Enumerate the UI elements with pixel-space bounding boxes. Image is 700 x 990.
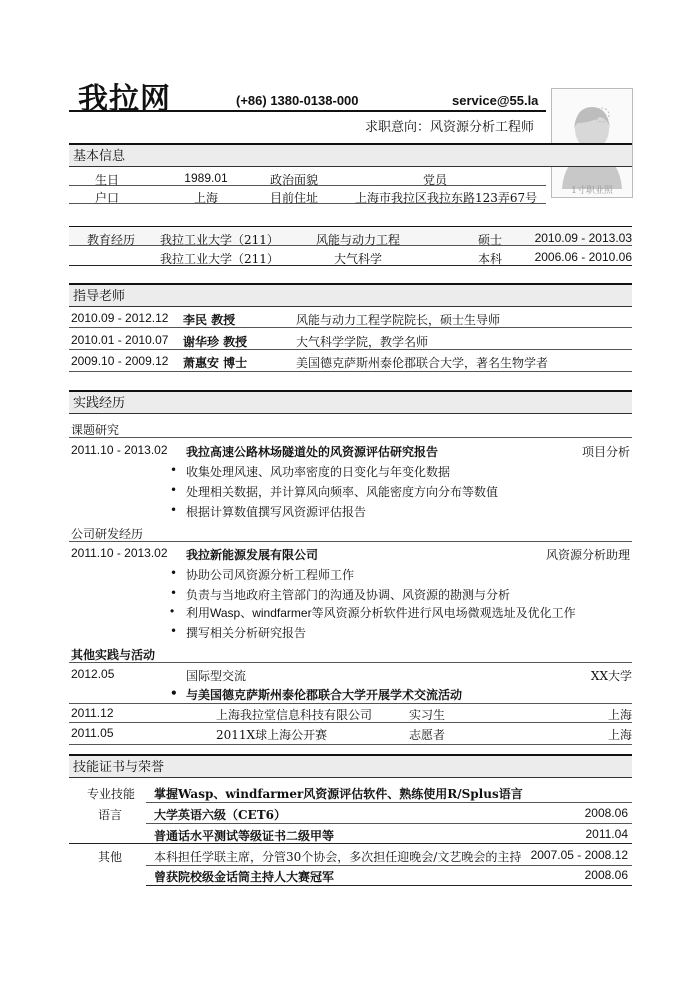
section-title: 指导老师	[73, 289, 126, 304]
school-name: 我拉工业大学（211）	[160, 233, 279, 247]
degree: 本科	[478, 252, 503, 266]
divider	[146, 865, 632, 866]
divider	[69, 722, 632, 723]
bullet-item: • 负责与当地政府主管部门的沟通及协调、风资源的勘测与分析	[186, 586, 510, 603]
cert-date: 2011.04	[585, 827, 628, 841]
activity-name: 上海我拉堂信息科技有限公司	[216, 708, 373, 722]
education-date: 2010.09 - 2013.03	[534, 231, 632, 245]
activity-place: 上海	[607, 728, 632, 742]
birth-value: 1989.01	[184, 171, 228, 185]
divider	[69, 437, 632, 438]
advisor-name: 李民 教授	[183, 313, 236, 327]
bullet-item: • 收集处理风速、风功率密度的日变化与年变化数据	[186, 463, 450, 480]
pro-skills-label: 专业技能	[87, 787, 136, 801]
divider	[146, 885, 632, 886]
school-name: 我拉工业大学（211）	[160, 252, 279, 266]
political-label: 政治面貌	[270, 173, 319, 187]
job-objective: 求职意向：风资源分析工程师	[364, 120, 534, 135]
advisor-name: 谢华珍 教授	[183, 335, 248, 349]
company-date: 2011.10 - 2013.02	[71, 546, 168, 560]
divider	[69, 371, 632, 372]
section-basic-info	[69, 143, 632, 167]
advisor-date: 2009.10 - 2009.12	[71, 354, 169, 368]
section-practice	[69, 390, 632, 414]
education-date: 2006.06 - 2010.06	[534, 250, 632, 264]
activity-place: XX大学	[590, 669, 632, 683]
advisor-desc: 美国德克萨斯州泰伦郡联合大学，著名生物学者	[296, 356, 549, 370]
honor-date: 2007.05 - 2008.12	[530, 848, 628, 862]
divider	[146, 823, 632, 824]
activity-role: 志愿者	[409, 728, 446, 742]
email-address: service@55.la	[452, 93, 539, 108]
activity-role: 实习生	[409, 708, 446, 722]
bullet-item: • 协助公司风资源分析工程师工作	[186, 566, 354, 583]
language-label: 语言	[98, 808, 123, 822]
honor-date: 2008.06	[584, 868, 628, 882]
section-skills	[69, 754, 632, 778]
language-cert: 普通话水平测试等级证书二级甲等	[154, 829, 335, 843]
other-activities-label: 其他实践与活动	[71, 648, 156, 662]
research-role: 项目分析	[582, 445, 631, 459]
divider	[69, 662, 632, 663]
bullet-item: • 与美国德克萨斯州泰伦郡联合大学开展学术交流活动	[186, 686, 462, 703]
company-label: 公司研发经历	[71, 527, 144, 541]
section-title: 技能证书与荣誉	[73, 760, 165, 775]
advisor-desc: 风能与动力工程学院院长，硕士生导师	[296, 313, 501, 327]
divider	[69, 843, 632, 844]
birth-label: 生日	[94, 173, 119, 187]
divider	[69, 744, 632, 745]
cert-date: 2008.06	[584, 806, 628, 820]
company-name: 我拉新能源发展有限公司	[186, 548, 319, 562]
address-label: 目前住址	[270, 191, 319, 205]
photo-caption: 1寸职业照	[571, 186, 613, 196]
section-title: 实践经历	[73, 396, 126, 411]
political-value: 党员	[422, 173, 447, 187]
advisor-date: 2010.01 - 2010.07	[71, 333, 169, 347]
phone-number: (+86) 1380-0138-000	[236, 93, 359, 108]
research-label: 课题研究	[71, 423, 120, 437]
activity-date: 2011.05	[71, 726, 114, 740]
advisor-name: 萧惠安 博士	[183, 356, 248, 370]
activity-name: 国际型交流	[186, 669, 247, 683]
section-title: 基本信息	[73, 149, 126, 164]
activity-place: 上海	[607, 708, 632, 722]
hukou-label: 户口	[94, 191, 119, 205]
honor-text: 本科担任学联主席，分管30个协会，多次担任迎晚会/文艺晚会的主持	[154, 850, 522, 864]
activity-name: 2011X球上海公开赛	[216, 728, 328, 742]
hukou-value: 上海	[193, 191, 218, 205]
divider	[146, 802, 632, 803]
bullet-item: • 撰写相关分析研究报告	[186, 624, 306, 641]
company-role: 风资源分析助理	[546, 548, 631, 562]
header-rule	[69, 110, 546, 112]
address-value: 上海市我拉区我拉东路123弄67号	[355, 191, 538, 205]
bullet-item: • 根据计算数值撰写风资源评估报告	[186, 503, 366, 520]
research-date: 2011.10 - 2013.02	[71, 443, 168, 457]
other-label: 其他	[98, 850, 123, 864]
major: 大气科学	[334, 252, 383, 266]
research-title: 我拉高速公路林场隧道处的风资源评估研究报告	[186, 445, 439, 459]
major: 风能与动力工程	[316, 233, 401, 247]
advisor-date: 2010.09 - 2012.12	[71, 311, 169, 325]
education-label: 教育经历	[87, 233, 136, 247]
section-advisors	[69, 283, 632, 307]
degree: 硕士	[478, 233, 503, 247]
resume-name: 我拉网	[78, 83, 171, 116]
bullet-item: • 处理相关数据，并计算风向频率、风能密度方向分布等数值	[186, 483, 498, 500]
advisor-desc: 大气科学学院，教学名师	[296, 335, 429, 349]
bullet-item: • 利用Wasp、windfarmer等风资源分析软件进行风电场微观选址及优化工作	[186, 604, 576, 621]
honor-text: 曾获院校级金话筒主持人大赛冠军	[154, 870, 335, 884]
activity-date: 2012.05	[71, 667, 115, 681]
language-cert: 大学英语六级（CET6）	[154, 808, 286, 822]
pro-skills-text: 掌握Wasp、windfarmer风资源评估软件、熟练使用R/Splus语言	[154, 787, 523, 801]
divider	[69, 541, 632, 542]
activity-date: 2011.12	[71, 706, 114, 720]
divider	[69, 703, 632, 704]
